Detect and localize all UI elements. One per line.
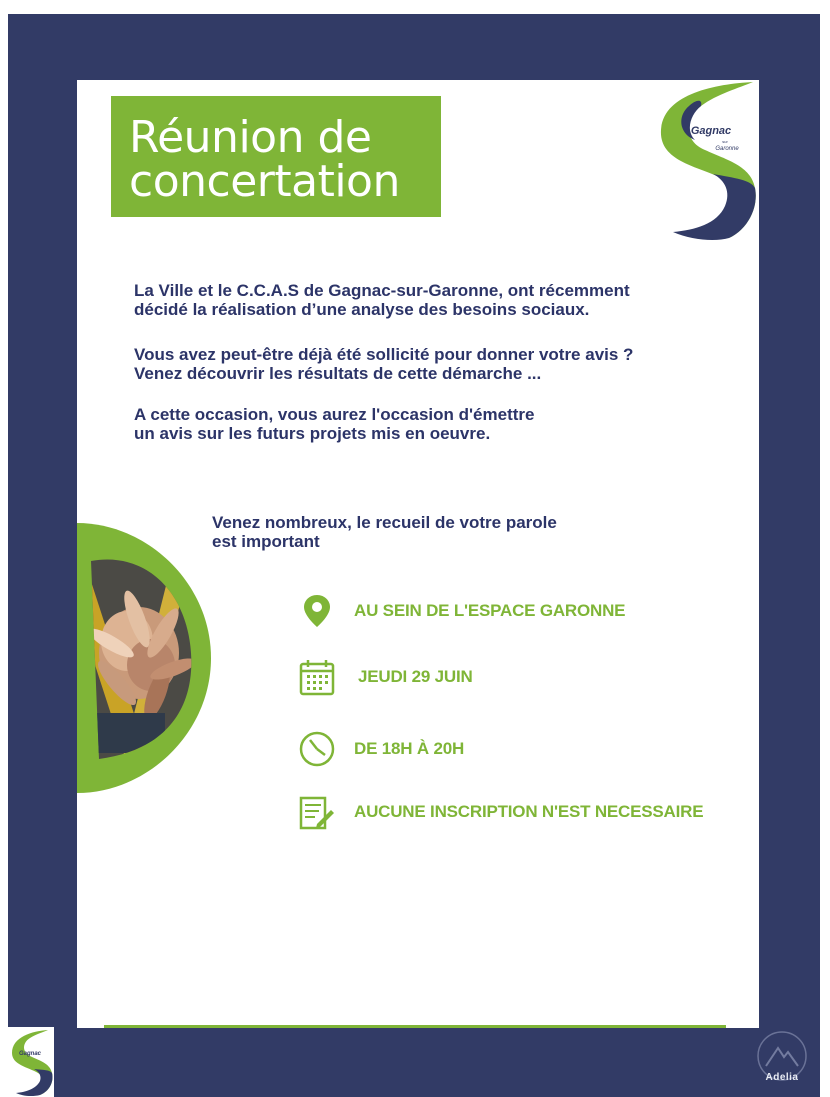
intro-p3-line-2: un avis sur les futurs projets mis en oeuvre. — [134, 424, 491, 443]
intro-p3-line-1: A cette occasion, vous aurez l'occasion d'émettre — [134, 405, 535, 424]
detail-time-text: DE 18H À 20H — [354, 739, 465, 758]
detail-registration-text: AUCUNE INSCRIPTION N'EST NECESSAIRE — [354, 802, 704, 821]
call-to-action — [212, 513, 557, 551]
detail-row-location — [297, 591, 757, 631]
detail-date-text: JEUDI 29 JUIN — [358, 667, 473, 686]
title-banner — [111, 96, 441, 217]
intro-paragraph-2 — [134, 345, 633, 383]
call-line-2: est important — [212, 532, 320, 551]
detail-row-time — [297, 729, 757, 769]
intro-p2-line-2: Venez découvrir les résultats de cette démarche ... — [134, 364, 542, 383]
location-pin-icon — [297, 591, 337, 631]
intro-paragraph-1 — [134, 281, 630, 319]
intro-paragraph-3 — [134, 405, 534, 443]
intro-p2-line-1: Vous avez peut-être déjà été sollicité pour donner votre avis ? — [134, 345, 634, 364]
logo-small-name: Gagnac — [18, 1051, 42, 1057]
title-line-1: Réunion de — [129, 112, 372, 163]
form-icon — [297, 792, 337, 832]
intro-p1-line-2: décidé la réalisation d’une analyse des besoins sociaux. — [134, 300, 590, 319]
detail-location-text: AU SEIN DE L'ESPACE GARONNE — [354, 601, 626, 620]
gagnac-logo-small — [8, 1027, 54, 1097]
clock-icon — [297, 729, 337, 769]
bottom-green-rule — [104, 1025, 726, 1028]
title-line-2: concertation — [129, 156, 400, 207]
detail-row-registration — [297, 792, 757, 832]
detail-row-date — [297, 657, 757, 697]
logo-name: Gagnac — [690, 125, 732, 137]
logo-sub1: sur — [722, 139, 728, 144]
flyer-page — [77, 80, 759, 1028]
calendar-icon — [297, 657, 337, 697]
intro-p1-line-1: La Ville et le C.C.A.S de Gagnac-sur-Garonne, ont récemment — [134, 281, 630, 300]
call-line-1: Venez nombreux, le recueil de votre parole — [212, 513, 557, 532]
adelia-watermark-text: Adelia — [765, 1072, 799, 1083]
hands-photo — [77, 523, 211, 793]
gagnac-logo — [655, 80, 759, 242]
logo-sub2: Garonne — [715, 146, 739, 152]
